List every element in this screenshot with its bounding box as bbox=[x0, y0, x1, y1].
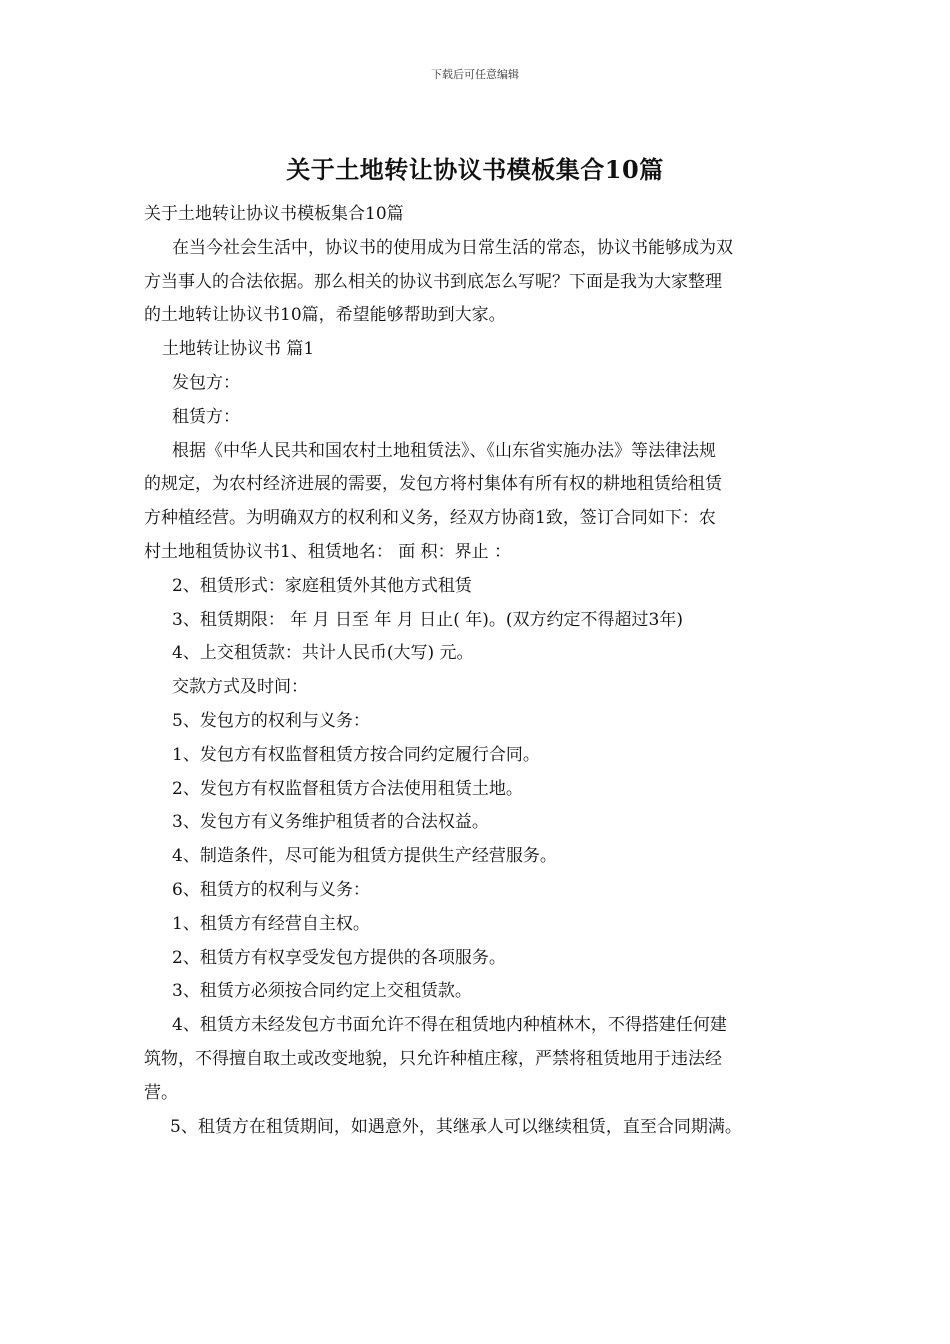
clause-line: 3、发包方有义务维护租赁者的合法权益。 bbox=[172, 812, 489, 833]
party-label: 租赁方： bbox=[172, 406, 240, 427]
section-heading: 土地转让协议书 篇1 bbox=[162, 339, 315, 360]
party-label: 发包方： bbox=[172, 372, 240, 393]
clause-line: 交款方式及时间： bbox=[172, 677, 308, 698]
clause-line: 1、发包方有权监督租赁方按合同约定履行合同。 bbox=[172, 744, 540, 765]
clause-line: 筑物，不得擅自取土或改变地貌，只允许种植庄稼，严禁将租赁地用于违法经 bbox=[144, 1048, 722, 1069]
paragraph-line: 方种植经营。为明确双方的权利和义务，经双方协商1致，签订合同如下：农 bbox=[144, 508, 716, 529]
clause-line: 4、租赁方未经发包方书面允许不得在租赁地内种植林木，不得搭建任何建 bbox=[172, 1015, 727, 1036]
subtitle-line: 关于土地转让协议书模板集合10篇 bbox=[144, 204, 404, 224]
paragraph-line: 的土地转让协议书10篇，希望能够帮助到大家。 bbox=[144, 305, 506, 326]
paragraph-line: 根据《中华人民共和国农村土地租赁法》、《山东省实施办法》等法律法规 bbox=[172, 440, 716, 461]
paragraph-line: 村土地租赁协议书1、租赁地名： 面 积：界止 ： bbox=[144, 541, 512, 562]
document-body bbox=[144, 198, 828, 1144]
page-header-note: 下载后可任意编辑 bbox=[431, 68, 519, 81]
clause-line: 4、制造条件，尽可能为租赁方提供生产经营服务。 bbox=[172, 846, 557, 867]
paragraph-line: 在当今社会生活中，协议书的使用成为日常生活的常态，协议书能够成为双 bbox=[172, 237, 733, 258]
clause-line: 5、发包方的权利与义务： bbox=[172, 710, 370, 731]
clause-line: 2、发包方有权监督租赁方合法使用租赁土地。 bbox=[172, 778, 523, 799]
clause-line: 1、租赁方有经营自主权。 bbox=[172, 913, 370, 934]
paragraph-line: 方当事人的合法依据。那么相关的协议书到底怎么写呢？下面是我为大家整理 bbox=[144, 271, 722, 292]
clause-line: 2、租赁形式：家庭租赁外其他方式租赁 bbox=[172, 575, 472, 596]
clause-line: 2、租赁方有权享受发包方提供的各项服务。 bbox=[172, 947, 506, 968]
clause-line: 3、租赁期限： 年 月 日至 年 月 日止( 年)。(双方约定不得超过3年) bbox=[172, 609, 683, 630]
clause-line: 5、租赁方在租赁期间，如遇意外，其继承人可以继续租赁，直至合同期满。 bbox=[170, 1116, 742, 1137]
clause-line: 4、上交租赁款：共计人民币(大写) 元。 bbox=[172, 643, 474, 664]
clause-line: 3、租赁方必须按合同约定上交租赁款。 bbox=[172, 981, 472, 1002]
document-title: 关于土地转让协议书模板集合10篇 bbox=[286, 155, 664, 184]
clause-line: 6、租赁方的权利与义务： bbox=[172, 879, 370, 900]
clause-line: 营。 bbox=[144, 1082, 178, 1103]
paragraph-line: 的规定，为农村经济进展的需要，发包方将村集体有所有权的耕地租赁给租赁 bbox=[144, 474, 722, 495]
